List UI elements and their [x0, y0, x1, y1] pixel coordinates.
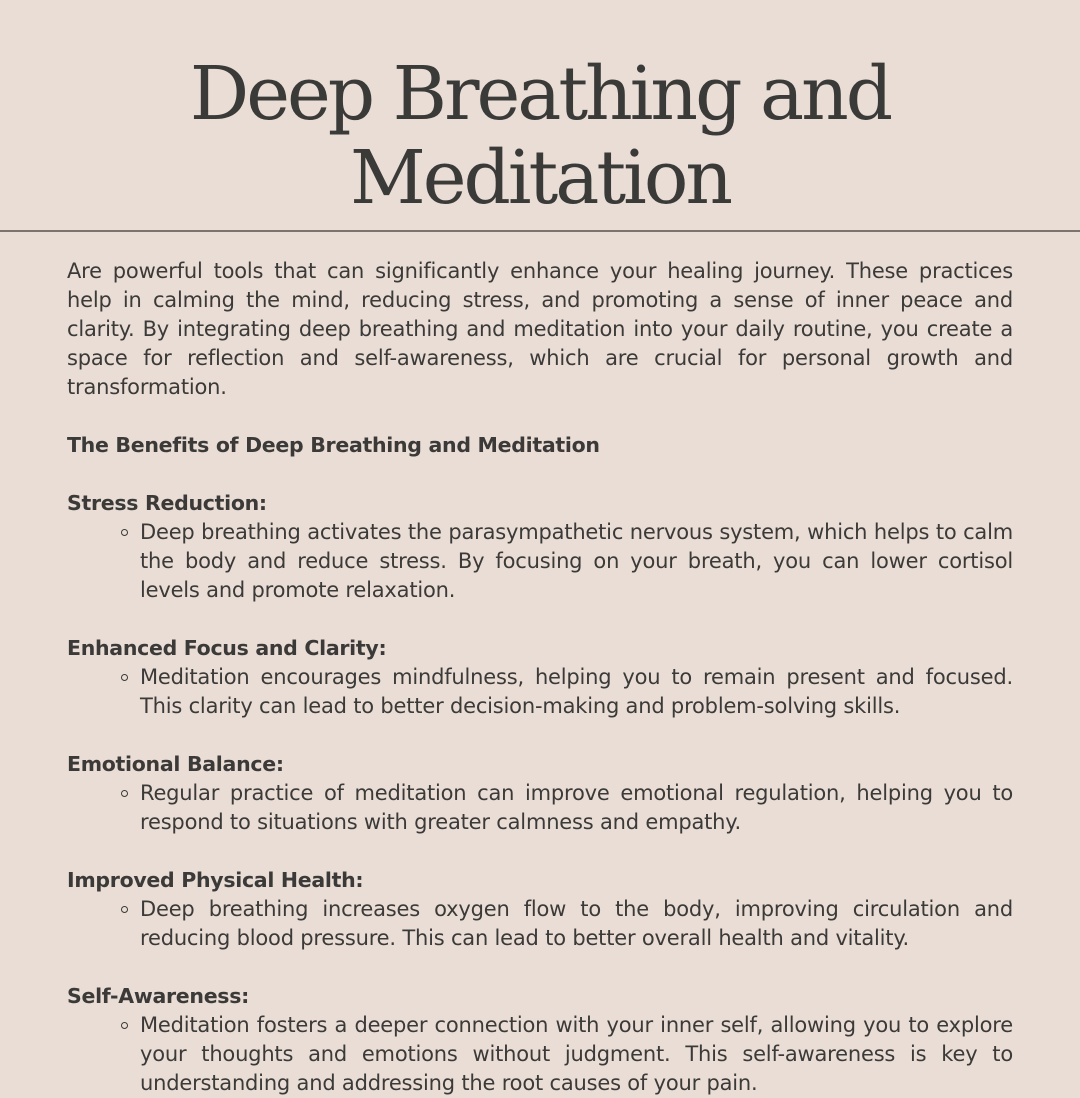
benefit-description: [140, 895, 1013, 953]
benefit-description: [140, 1011, 1013, 1098]
page-title: [0, 52, 1080, 220]
benefit-section-self-awareness: [67, 982, 1013, 1098]
hollow-bullet-icon: [121, 790, 128, 797]
benefit-title: Self-Awareness:: [67, 984, 250, 1008]
benefit-description: [140, 779, 1013, 837]
article-body: [67, 257, 1013, 1098]
hollow-bullet-icon: [121, 529, 128, 536]
benefit-text: Deep breathing activates the parasympathetic nervous system, which helps to calm the body and reduce stress. By focusing on your breath, you can lower cortisol levels and promote relaxation.: [140, 520, 1013, 602]
page-title-line-1: Deep Breathing and: [189, 51, 891, 137]
benefit-section-emotional-balance: [67, 750, 1013, 837]
benefits-heading: The Benefits of Deep Breathing and Meditation: [67, 433, 600, 457]
benefit-description: [140, 518, 1013, 605]
hollow-bullet-icon: [121, 906, 128, 913]
benefit-text: Meditation encourages mindfulness, helping you to remain present and focused. This clarity can lead to better decision-making and problem-solving skills.: [140, 665, 1013, 718]
benefit-section-stress-reduction: [67, 489, 1013, 605]
hollow-bullet-icon: [121, 674, 128, 681]
benefit-text: Regular practice of meditation can improve emotional regulation, helping you to respond to situations with greater calmness and empathy.: [140, 781, 1013, 834]
benefit-text: Deep breathing increases oxygen flow to the body, improving circulation and reducing blood pressure. This can lead to better overall health and vitality.: [140, 897, 1013, 950]
benefit-section-focus-clarity: [67, 634, 1013, 721]
benefit-title: Emotional Balance:: [67, 752, 284, 776]
page-title-line-2: Meditation: [349, 135, 731, 221]
intro-paragraph: Are powerful tools that can significantly enhance your healing journey. These practices help in calming the mind, reducing stress, and promoting a sense of inner peace and clarity. By integrating deep breathing and meditation into your daily routine, you create a space for reflection and self-awareness, which are crucial for personal growth and transformation.: [67, 259, 1013, 399]
title-divider: [0, 230, 1080, 232]
benefit-title: Stress Reduction:: [67, 491, 267, 515]
benefit-text: Meditation fosters a deeper connection with your inner self, allowing you to explore your thoughts and emotions without judgment. This self-awareness is key to understanding and addressing the root causes of your pain.: [140, 1013, 1013, 1095]
benefit-title: Enhanced Focus and Clarity:: [67, 636, 387, 660]
hollow-bullet-icon: [121, 1022, 128, 1029]
benefit-section-physical-health: [67, 866, 1013, 953]
benefit-description: [140, 663, 1013, 721]
benefit-title: Improved Physical Health:: [67, 868, 364, 892]
